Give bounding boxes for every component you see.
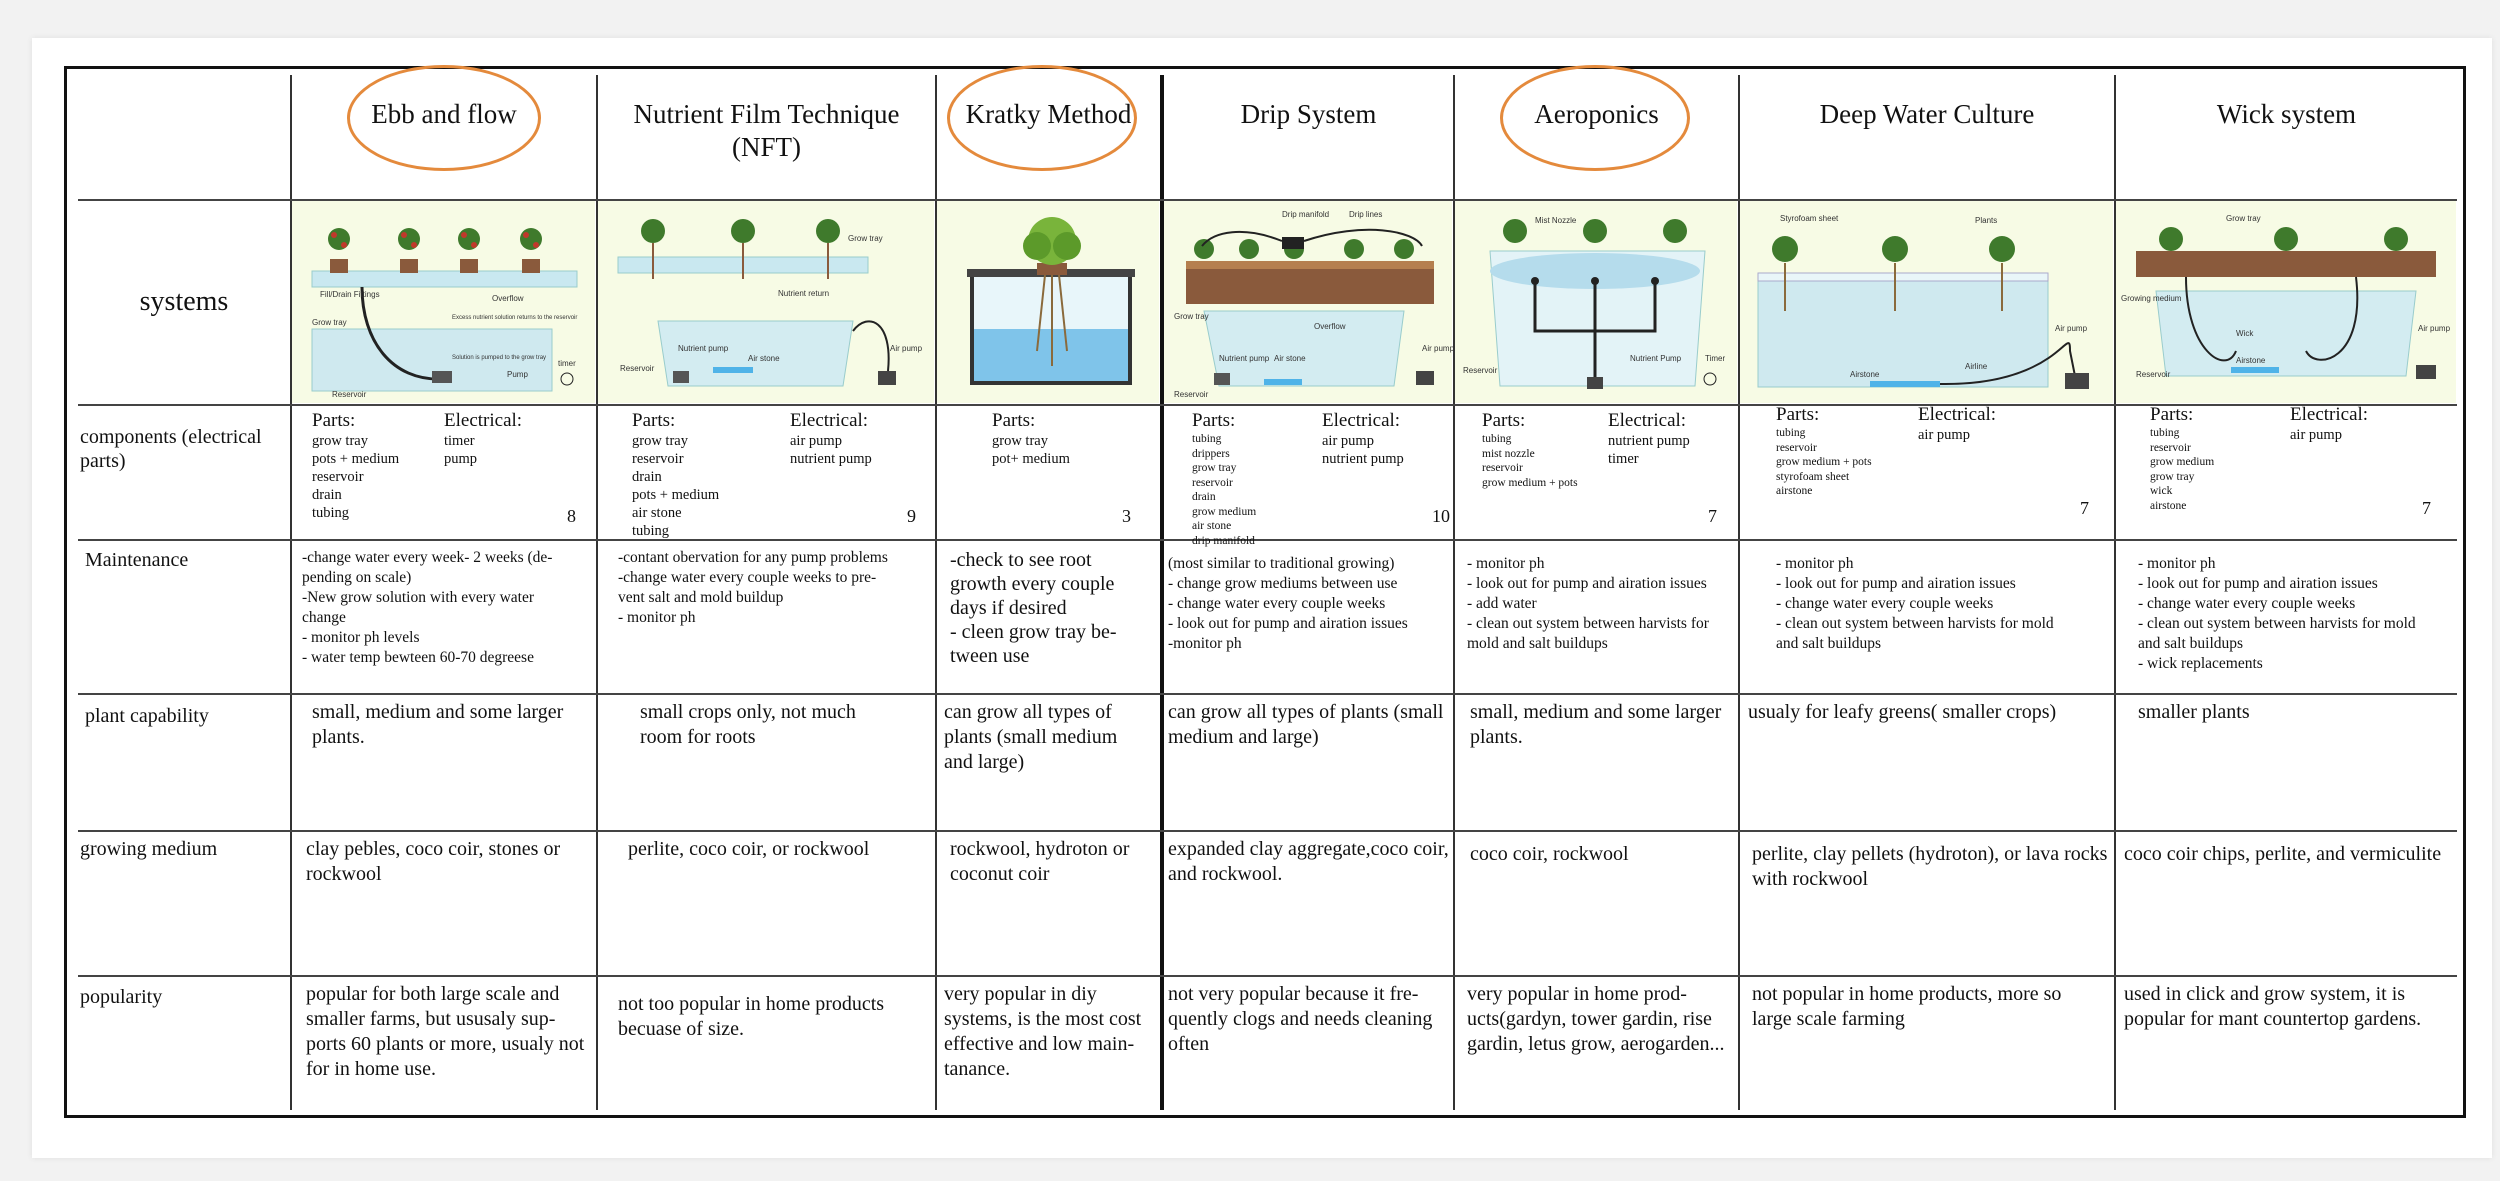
dwc-diagram xyxy=(1740,201,2113,403)
nft-diagram xyxy=(598,201,934,403)
maintenance-kratky: -check to see root growth every couple days if desired - cleen grow tray be- tween use xyxy=(950,549,1117,667)
column-header-kratky: Kratky Method xyxy=(965,99,1132,129)
row-label-growing-medium: growing medium xyxy=(80,838,218,860)
svg-text:Overflow: Overflow xyxy=(492,294,524,303)
component-count: 7 xyxy=(2422,498,2431,518)
highlight-oval xyxy=(1500,65,1690,171)
row-label-plant-capability: plant capability xyxy=(85,705,209,727)
components-parts-kratky: Parts: grow tray pot+ medium xyxy=(992,410,1070,467)
ebb-and-flow-diagram xyxy=(292,201,595,403)
svg-text:timer: timer xyxy=(558,359,576,368)
svg-text:Air pump: Air pump xyxy=(2418,324,2451,333)
plant-capability-kratky: can grow all types of plants (small medium and large) xyxy=(944,701,1118,773)
maintenance-aeroponics: - monitor ph - look out for pump and airation issues - add water - clean out system between harvists for mold and salt buildups xyxy=(1467,555,1709,652)
plant-capability-aeroponics: small, medium and some larger plants. xyxy=(1470,701,1722,748)
column-header-wick: Wick system xyxy=(2216,99,2357,129)
svg-text:Excess nutrient solution retur: Excess nutrient solution returns to the reservoir xyxy=(452,315,578,321)
plant-capability-nft: small crops only, not much room for roots xyxy=(640,701,856,748)
growing-medium-wick: coco coir chips, perlite, and vermiculite xyxy=(2124,843,2442,865)
svg-text:Drip lines: Drip lines xyxy=(1349,210,1383,219)
svg-text:Air stone: Air stone xyxy=(748,354,780,363)
svg-text:Pump: Pump xyxy=(507,370,528,379)
svg-text:Fill/Drain Fittings: Fill/Drain Fittings xyxy=(320,290,380,299)
svg-text:Reservoir: Reservoir xyxy=(1174,390,1209,399)
components-parts-dwc: Parts: tubing reservoir grow medium + pots styrofoam sheet airstone xyxy=(1776,404,1872,497)
popularity-dwc: not popular in home products, more so large scale farming xyxy=(1752,983,2062,1030)
svg-text:Reservoir: Reservoir xyxy=(1463,366,1498,375)
svg-text:Air stone: Air stone xyxy=(1274,354,1306,363)
svg-text:Air pump: Air pump xyxy=(1422,344,1455,353)
plant-capability-wick: smaller plants xyxy=(2138,701,2250,723)
growing-medium-ebb: clay pebles, coco coir, stones or rockwool xyxy=(306,838,561,885)
row-divider xyxy=(78,693,2457,695)
row-divider xyxy=(78,830,2457,832)
svg-text:Airstone: Airstone xyxy=(1850,370,1880,379)
growing-medium-nft: perlite, coco coir, or rockwool xyxy=(628,838,870,860)
svg-text:Airline: Airline xyxy=(1965,362,1988,371)
svg-text:Air pump: Air pump xyxy=(2055,324,2088,333)
component-count: 3 xyxy=(1122,506,1131,526)
svg-text:Wick: Wick xyxy=(2236,329,2254,338)
svg-text:Growing medium: Growing medium xyxy=(2121,294,2182,303)
maintenance-wick: - monitor ph - look out for pump and airation issues - change water every couple weeks - clean out system between harvists for mold and salt buildups - wick replacements xyxy=(2138,555,2416,672)
maintenance-ebb: -change water every week- 2 weeks (de- pending on scale) -New grow solution with every water change - monitor ph levels - water temp bewteen 60-70 degreese xyxy=(302,549,553,666)
popularity-wick: used in click and grow system, it is popular for mant countertop gardens. xyxy=(2124,983,2422,1030)
row-divider xyxy=(78,404,2457,406)
plant-capability-drip: can grow all types of plants (small medium and large) xyxy=(1168,701,1444,748)
svg-text:Reservoir: Reservoir xyxy=(620,364,655,373)
svg-text:Mist Nozzle: Mist Nozzle xyxy=(1535,216,1577,225)
aeroponics-diagram xyxy=(1455,201,1737,403)
component-count: 7 xyxy=(1708,506,1717,526)
components-electrical-drip: Electrical: air pump nutrient pump xyxy=(1322,410,1404,467)
components-parts-drip: Parts: tubing drippers grow tray reservoir drain grow medium air stone drip manifold xyxy=(1192,410,1257,547)
column-header-ebb-and-flow: Ebb and flow xyxy=(371,99,517,129)
drip-system-diagram xyxy=(1164,201,1455,403)
row-divider xyxy=(78,975,2457,977)
svg-text:Airstone: Airstone xyxy=(2236,356,2266,365)
component-count: 8 xyxy=(567,506,576,526)
svg-text:Nutrient pump: Nutrient pump xyxy=(678,344,729,353)
popularity-drip: not very popular because it fre- quently clogs and needs cleaning often xyxy=(1168,983,1433,1055)
svg-text:Grow tray: Grow tray xyxy=(312,318,347,327)
svg-text:Drip manifold: Drip manifold xyxy=(1282,210,1330,219)
plant-capability-ebb: small, medium and some larger plants. xyxy=(312,701,564,748)
row-label-popularity: popularity xyxy=(80,986,163,1008)
plant-capability-dwc: usualy for leafy greens( smaller crops) xyxy=(1748,701,2057,723)
maintenance-dwc: - monitor ph - look out for pump and airation issues - change water every couple weeks - clean out system between harvists for mold and salt buildups xyxy=(1776,555,2054,652)
svg-text:Overflow: Overflow xyxy=(1314,322,1346,331)
component-count: 9 xyxy=(907,506,916,526)
highlight-oval xyxy=(347,65,541,171)
column-header-nft: Nutrient Film Technique (NFT) xyxy=(633,99,900,162)
components-electrical-wick: Electrical: air pump xyxy=(2290,404,2369,443)
svg-text:Grow tray: Grow tray xyxy=(1174,312,1209,321)
component-count: 7 xyxy=(2080,498,2089,518)
column-header-drip: Drip System xyxy=(1240,99,1377,129)
wick-system-diagram xyxy=(2116,201,2456,403)
components-electrical-aeroponics: Electrical: nutrient pump timer xyxy=(1608,410,1690,467)
growing-medium-drip: expanded clay aggregate,coco coir, and rockwool. xyxy=(1168,838,1449,885)
svg-text:Styrofoam sheet: Styrofoam sheet xyxy=(1780,214,1839,223)
svg-text:Solution is pumped to the grow: Solution is pumped to the grow tray xyxy=(452,355,547,361)
components-electrical-nft: Electrical: air pump nutrient pump xyxy=(790,410,872,467)
svg-text:Nutrient pump: Nutrient pump xyxy=(1219,354,1270,363)
column-header-dwc: Deep Water Culture xyxy=(1819,99,2035,129)
svg-text:Grow tray: Grow tray xyxy=(848,234,883,243)
growing-medium-dwc: perlite, clay pellets (hydroton), or lava rocks with rockwool xyxy=(1752,843,2108,890)
popularity-kratky: very popular in diy systems, is the most cost effective and low main- tanance. xyxy=(944,983,1142,1080)
row-label-components: components (electrical parts) xyxy=(80,426,262,472)
svg-text:Reservoir: Reservoir xyxy=(2136,370,2171,379)
components-electrical-dwc: Electrical: air pump xyxy=(1918,404,1997,443)
kratky-diagram xyxy=(937,201,1159,403)
components-parts-aeroponics: Parts: tubing mist nozzle reservoir grow medium + pots xyxy=(1482,410,1578,489)
components-parts-nft: Parts: grow tray reservoir drain pots + medium air stone tubing xyxy=(632,410,720,539)
svg-text:Nutrient return: Nutrient return xyxy=(778,289,830,298)
growing-medium-aeroponics: coco coir, rockwool xyxy=(1470,843,1629,865)
svg-text:Plants: Plants xyxy=(1975,216,1998,225)
svg-text:Nutrient Pump: Nutrient Pump xyxy=(1630,354,1682,363)
popularity-nft: not too popular in home products becuase of size. xyxy=(618,993,885,1040)
popularity-aeroponics: very popular in home prod- ucts(gardyn, tower gardin, rise gardin, letus grow, aerogarden... xyxy=(1467,983,1725,1055)
svg-text:Reservoir: Reservoir xyxy=(332,390,367,399)
popularity-ebb: popular for both large scale and smaller farms, but ususaly sup- ports 60 plants or more, usualy not for in home use. xyxy=(306,983,585,1080)
highlight-oval xyxy=(947,65,1137,171)
components-electrical-ebb: Electrical: timer pump xyxy=(444,410,523,467)
component-count: 10 xyxy=(1432,506,1450,526)
svg-text:Grow tray: Grow tray xyxy=(2226,214,2261,223)
row-label-maintenance: Maintenance xyxy=(85,549,189,571)
row-label-systems: systems xyxy=(139,286,229,317)
maintenance-drip: (most similar to traditional growing) - change grow mediums between use - change water every couple weeks - look out for pump and airation issues -monitor ph xyxy=(1168,555,1408,652)
growing-medium-kratky: rockwool, hydroton or coconut coir xyxy=(950,838,1130,885)
components-parts-wick: Parts: tubing reservoir grow medium grow tray wick airstone xyxy=(2150,404,2215,512)
column-header-aeroponics: Aeroponics xyxy=(1534,99,1659,129)
svg-text:Timer: Timer xyxy=(1705,354,1726,363)
maintenance-nft: -contant obervation for any pump problems -change water every couple weeks to pre- vent salt and mold buildup - monitor ph xyxy=(618,549,888,626)
components-parts-ebb: Parts: grow tray pots + medium reservoir drain tubing xyxy=(312,410,400,521)
svg-text:Air pump: Air pump xyxy=(890,344,923,353)
